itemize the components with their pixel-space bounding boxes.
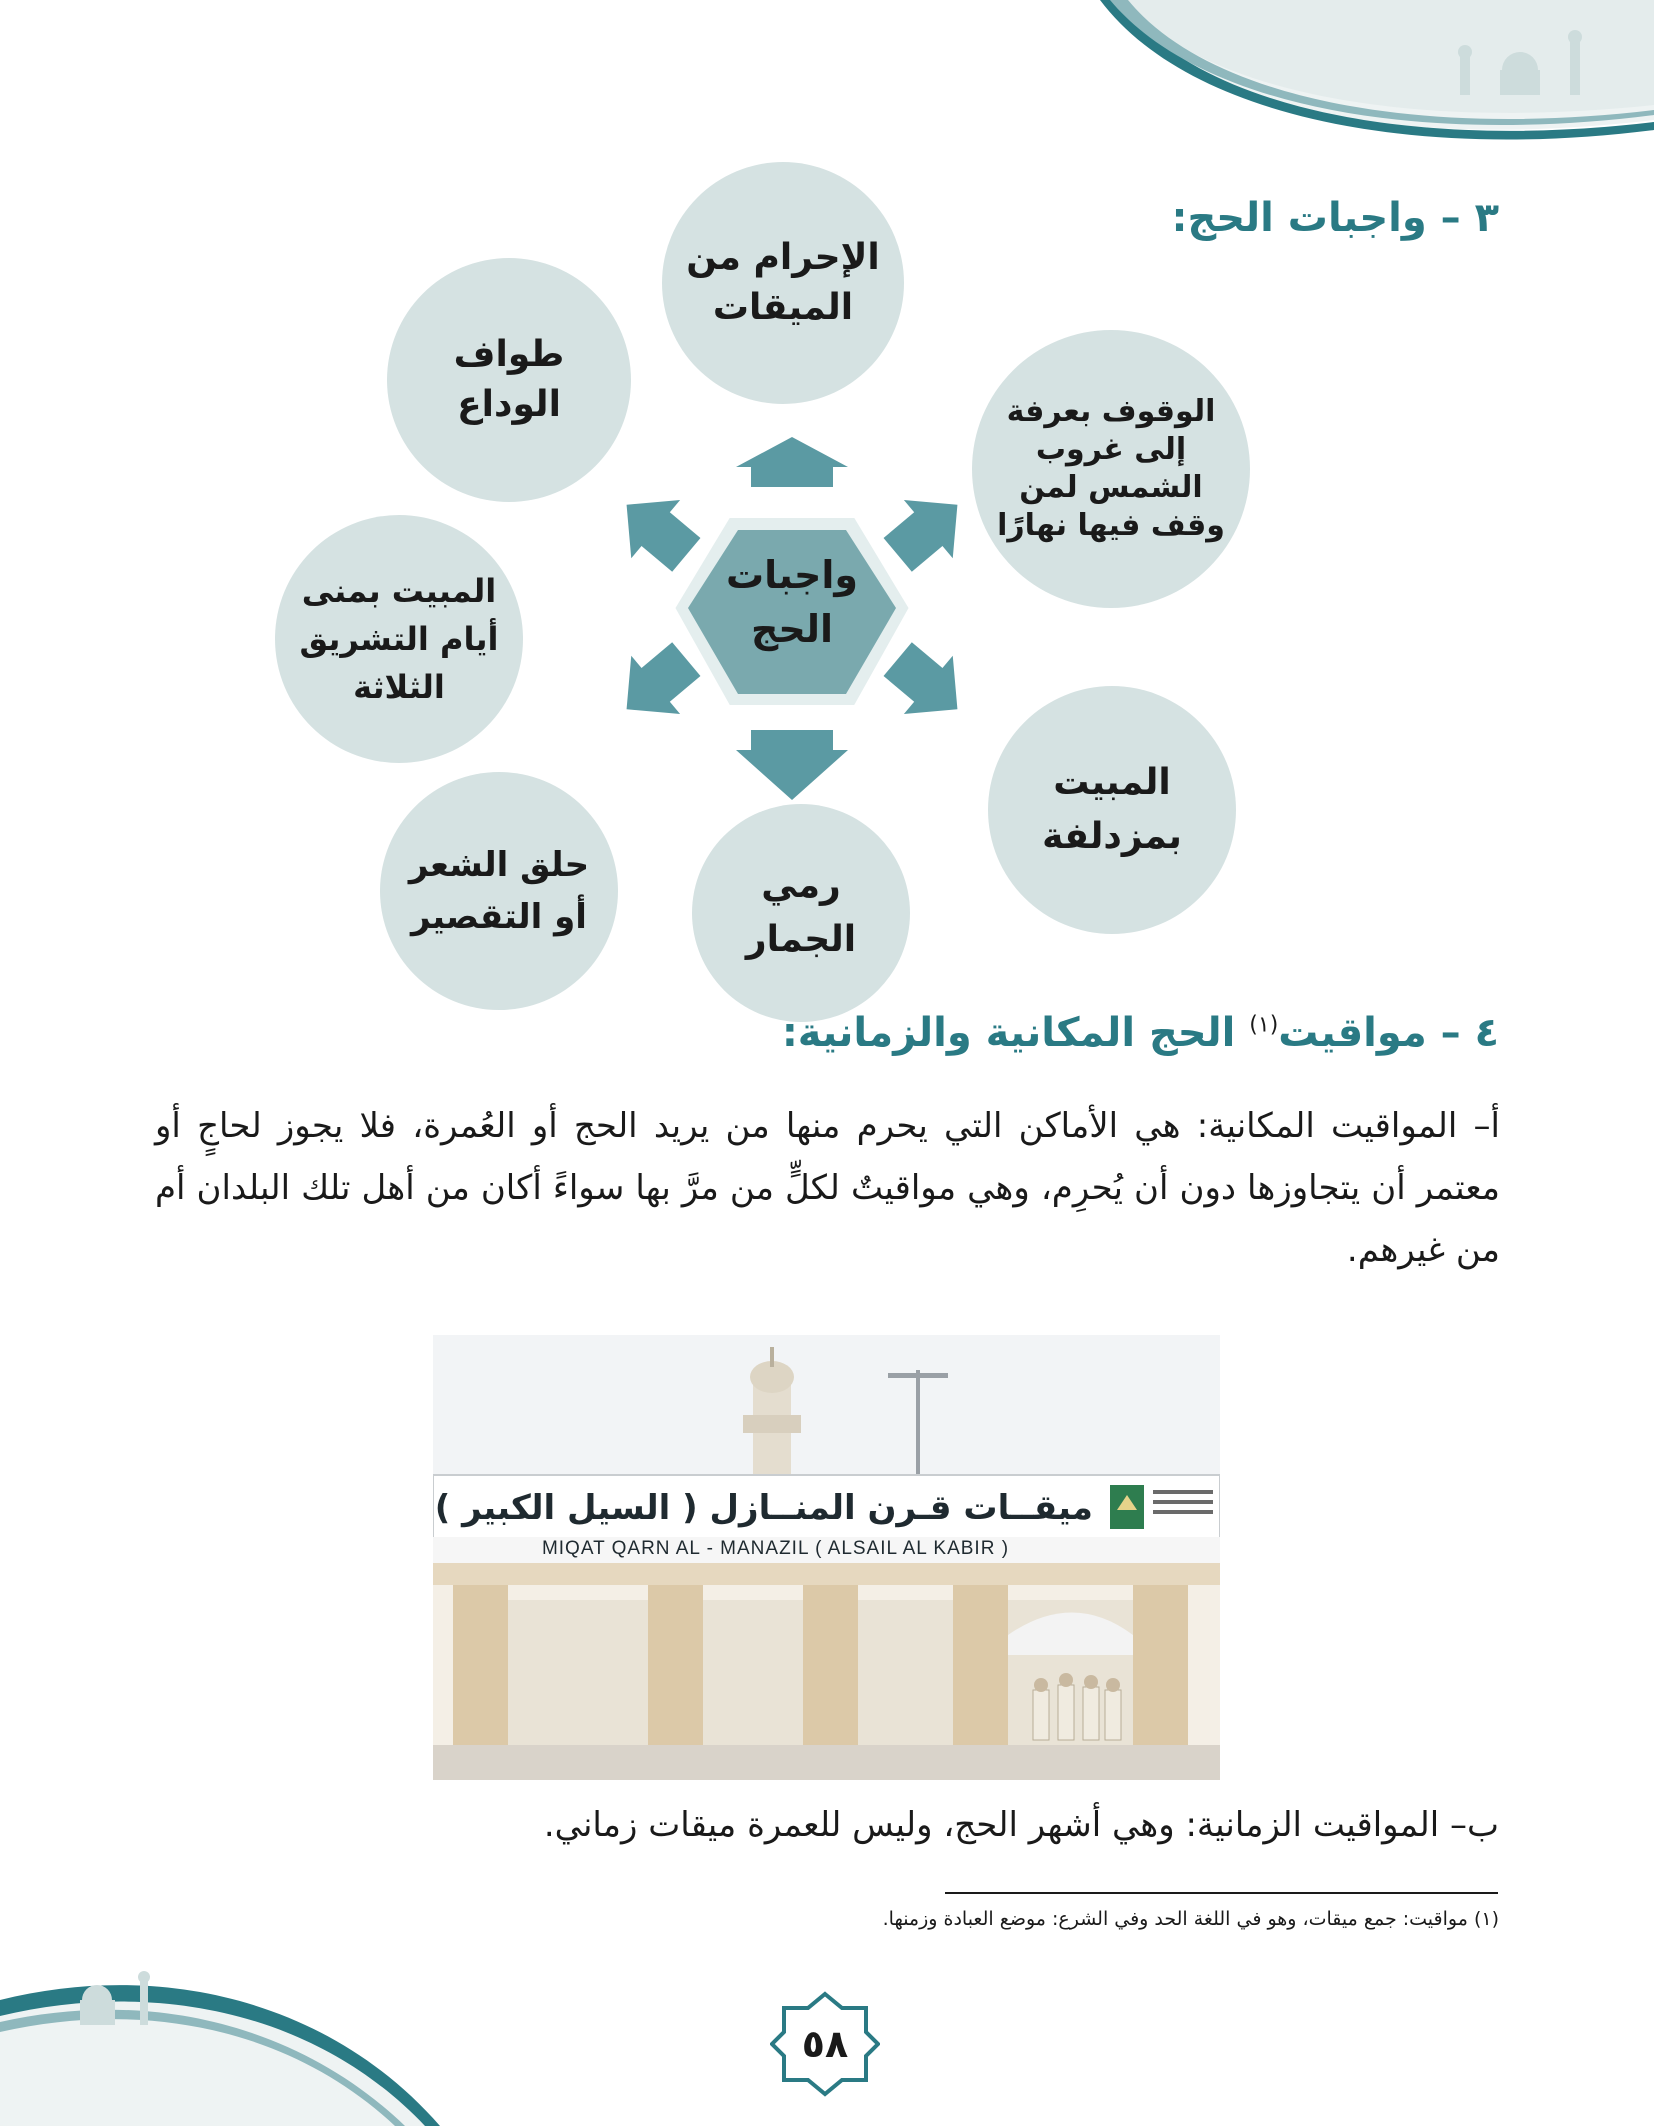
footnote-text: (١) مواقيت: جمع ميقات، وهو في اللغة الحد وفي الشرع: موضع العبادة وزمنها.: [882, 1908, 1499, 1930]
center-label: واجبات الحج: [726, 553, 858, 651]
miqat-photo: [433, 1335, 1220, 1780]
node-shaving: حلق الشعر أو التقصير: [380, 772, 618, 1010]
node-arafah: الوقوف بعرفة إلى غروب الشمس لمن وقف فيها نهارًا: [972, 330, 1250, 608]
section-4-heading: [782, 1010, 1499, 1056]
sign-arabic: ميقــات قـرن المنــازل ( السيل الكبير ): [434, 1488, 1093, 1528]
paragraph-b: ب– المواقيت الزمانية: وهي أشهر الحج، وليس للعمرة ميقات زماني.: [543, 1805, 1499, 1845]
hajj-obligations-diagram: [0, 0, 1654, 1000]
sign-english: MIQAT QARN AL - MANAZIL ( ALSAIL AL KABIR ): [541, 1538, 1010, 1559]
section-3-heading: ٣ – واجبات الحج:: [1171, 195, 1499, 241]
page-number: ٥٨: [801, 2022, 849, 2066]
node-farewell: طواف الوداع: [387, 258, 631, 502]
bottom-decoration: [0, 1950, 460, 2126]
footnote-mark: (١): [1249, 1012, 1279, 1038]
section-4-heading-prefix: ٤ – مواقيت: [1278, 1010, 1499, 1056]
arrow-up: [736, 437, 848, 487]
footnote-separator: [945, 1892, 1498, 1894]
node-ihram: الإحرام من الميقات: [662, 162, 904, 404]
section-4-heading-suffix: الحج المكانية والزمانية:: [781, 1010, 1250, 1056]
node-mina: المبيت بمنى أيام التشريق الثلاثة: [275, 515, 523, 763]
node-jamarat: رمي الجمار: [692, 804, 910, 1022]
paragraph-a: أ– المواقيت المكانية: هي الأماكن التي يحرم منها من يريد الحج أو العُمرة، فلا يجوز لحاجٍ أو معتمر أن يتجاوزها دون أن يُحرِم، وهي مواقيتٌ لكلٍّ من مرَّ بها سواءً أكان من أهل تلك البلدان أم من غيرهم.: [155, 1106, 1500, 1270]
arrow-down: [736, 730, 848, 800]
node-muzdalifah: المبيت بمزدلفة: [988, 686, 1236, 934]
